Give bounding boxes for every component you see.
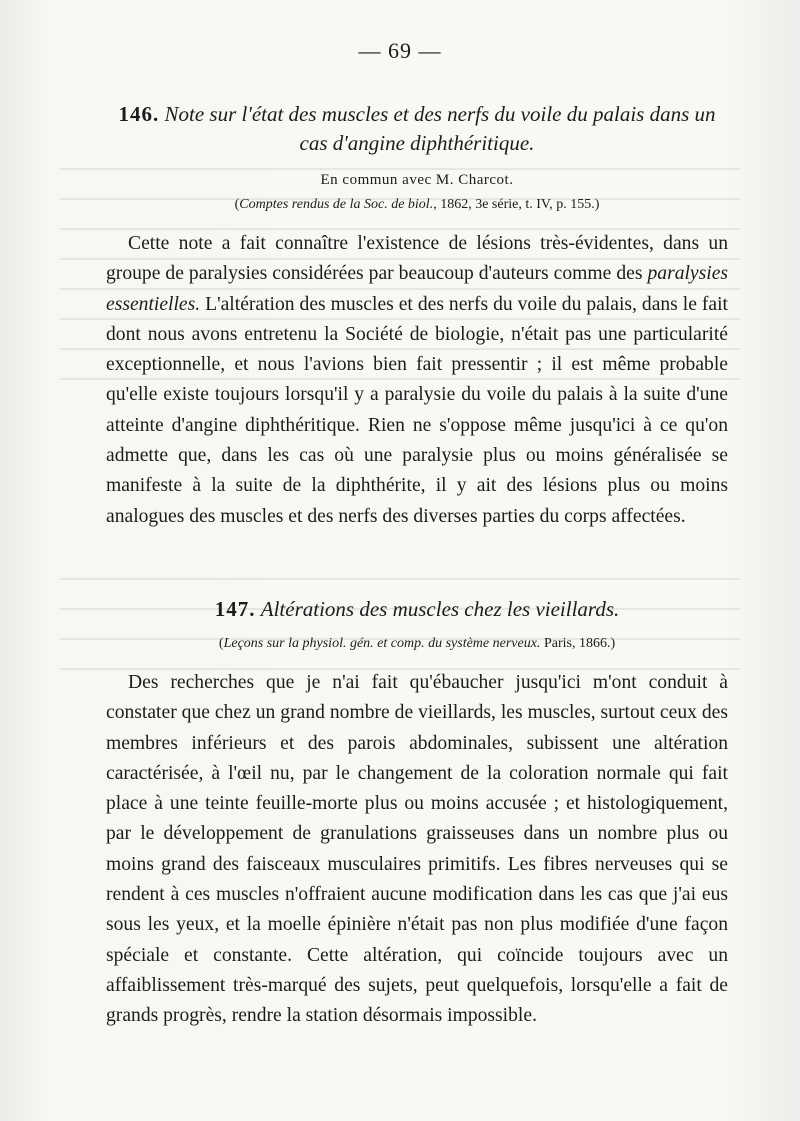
entry-title [106, 100, 728, 158]
entry-number: 146. [118, 102, 160, 126]
entry-number: 147. [214, 597, 256, 621]
citation-source: Leçons sur la physiol. gén. et comp. du système nerveux. [223, 636, 541, 651]
entry-146 [106, 100, 728, 532]
citation-details: , 1862, 3e série, t. IV, p. 155.) [433, 197, 600, 212]
citation: (Leçons sur la physiol. gén. et comp. du système nerveux. Paris, 1866.) [218, 636, 616, 651]
citation: (Comptes rendus de la Soc. de biol., 1862, 3e série, t. IV, p. 155.) [234, 197, 600, 212]
body-text-italic: paralysies essentielles. [106, 263, 729, 315]
page-number: — 69 — [358, 38, 442, 63]
body-text-part: Cette note a fait connaître l'existence de lésions très-évidentes, dans un groupe de paralysies considérées par beaucoup d'auteurs comme des [106, 233, 728, 285]
citation-details: Paris, 1866.) [540, 636, 616, 651]
entry-title-text: Altérations des muscles chez les vieillards. [260, 597, 620, 621]
entry-title-text: Note sur l'état des muscles et des nerfs du voile du palais dans un cas d'angine diphthéritique. [164, 102, 716, 155]
entry-title [106, 595, 728, 624]
entry-body [106, 668, 728, 1032]
citation-source: Comptes rendus de la Soc. de biol. [239, 197, 434, 212]
coauthor-line: En commun avec M. Charcot. [320, 172, 514, 188]
body-text: Des recherches que je n'ai fait qu'ébaucher jusqu'ici m'ont conduit à constater que chez un grand nombre de vieillards, les muscles, surtout ceux des membres inférieurs et des parois abdominales, subissent une altération caractérisée, à l'œil nu, par le changement de la coloration normale qui fait place à une teinte feuille-morte plus ou moins accusée ; et histologiquement, par le développement de granulations graisseuses dans un nombre plus ou moins grand des faisceaux musculaires primitifs. Les fibres nerveuses qui se rendent à ces muscles n'offraient aucune modification dans les cas que j'ai eus sous les yeux, et la moelle épinière n'était pas non plus modifiée d'une façon spéciale et constante. Cette altération, qui coïncide toujours avec un affaiblissement très-marqué des sujets, peut quelquefois, lorsqu'elle a fait de grands progrès, rendre la station désormais impossible. [106, 672, 728, 1027]
entry-147 [106, 595, 728, 1032]
body-text-part: L'altération des muscles et des nerfs du voile du palais, dans le fait dont nous avons entretenu la Société de biologie, n'était pas une particularité exceptionnelle, et nous l'avions bien fait pressentir ; il est même probable qu'elle existe toujours lorsqu'il y a paralysie du voile du palais à la suite d'une atteinte d'angine diphthéritique. Rien ne s'oppose même jusqu'ici à ce qu'on admette que, dans les cas où une paralysie plus ou moins généralisée se manifeste à la suite de la diphthérite, il y ait des lésions plus ou moins analogues des muscles et des nerfs des diverses parties du corps affectées. [106, 293, 728, 527]
entry-body [106, 229, 728, 532]
